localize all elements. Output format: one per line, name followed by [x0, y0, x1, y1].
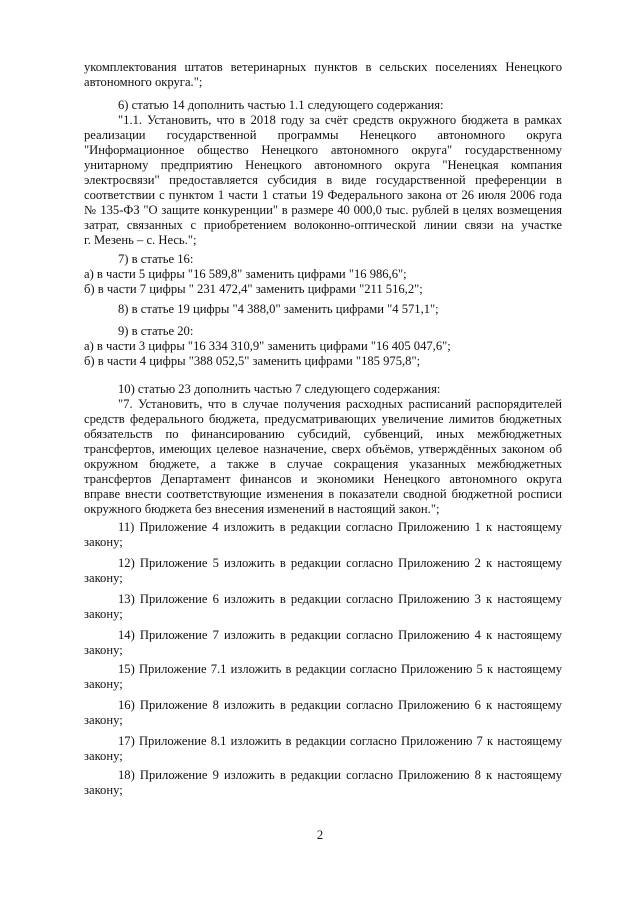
- text-line: закону;: [84, 535, 123, 549]
- text-line: закону;: [84, 749, 123, 763]
- text-line: закону;: [84, 783, 123, 797]
- text-line: укомплектования штатов ветеринарных пунктов в сельских поселениях Ненецкого: [84, 60, 562, 74]
- text-line: электросвязи" предоставляется субсидия в виде государственной преференции в: [84, 173, 562, 187]
- text-line: 16) Приложение 8 изложить в редакции согласно Приложению 6 к настоящему: [118, 698, 562, 712]
- text-line: вправе внести соответствующие изменения в показатели сводной бюджетной росписи: [84, 487, 562, 501]
- item-7: [84, 252, 562, 297]
- text-line: 12) Приложение 5 изложить в редакции согласно Приложению 2 к настоящему: [118, 556, 562, 570]
- appendix-item-14: [84, 628, 562, 658]
- text-line: 11) Приложение 4 изложить в редакции согласно Приложению 1 к настоящему: [118, 520, 562, 534]
- item-10-intro: 10) статью 23 дополнить частью 7 следующего содержания:: [118, 382, 441, 396]
- text-line: средств федерального бюджета, предусматривающих увеличение лимитов бюджетных: [84, 412, 562, 426]
- item-8: [84, 302, 562, 317]
- text-line: реализации государственной программы Ненецкого автономного округа: [84, 128, 562, 142]
- appendix-item-12: [84, 556, 562, 586]
- text-line: унитарному предприятию Ненецкого автономного округа "Ненецкая компания: [84, 158, 562, 172]
- item-7-a: а) в части 5 цифры "16 589,8" заменить цифрами "16 986,6";: [84, 267, 407, 281]
- text-line: 15) Приложение 7.1 изложить в редакции согласно Приложению 5 к настоящему: [118, 662, 562, 676]
- appendix-item-15: [84, 662, 562, 692]
- text-line: закону;: [84, 643, 123, 657]
- item-9: [84, 324, 562, 369]
- item-10: [84, 382, 562, 517]
- text-line: закону;: [84, 677, 123, 691]
- text-line: 18) Приложение 9 изложить в редакции согласно Приложению 8 к настоящему: [118, 768, 562, 782]
- text-line: закону;: [84, 571, 123, 585]
- text-line: окружного бюджета без внесения изменений в настоящий закон.";: [84, 502, 440, 516]
- appendix-item-11: [84, 520, 562, 550]
- text-line: закону;: [84, 713, 123, 727]
- item-8-text: 8) в статье 19 цифры "4 388,0" заменить цифрами "4 571,1";: [118, 302, 439, 316]
- appendix-item-17: [84, 734, 562, 764]
- text-line: 13) Приложение 6 изложить в редакции согласно Приложению 3 к настоящему: [118, 592, 562, 606]
- text-line: затрат, связанных с приобретением волоконно-оптической линии связи на участке: [84, 218, 562, 232]
- item-9-a: а) в части 3 цифры "16 334 310,9" заменить цифрами "16 405 047,6";: [84, 339, 451, 353]
- text-line: автономного округа.";: [84, 75, 203, 89]
- top-paragraph: [84, 60, 562, 90]
- text-line: окружном бюджете, а также в случае сокращения указанных межбюджетных: [84, 457, 562, 471]
- item-6: [84, 98, 562, 248]
- text-line: № 135-ФЗ "О защите конкуренции" в размере 40 000,0 тыс. рублей в целях возмещения: [84, 203, 562, 217]
- text-line: "Информационное общество Ненецкого автономного округа" государственному: [84, 143, 562, 157]
- text-line: соответствии с пунктом 1 части 1 статьи 19 Федерального закона от 26 июля 2006 года: [84, 188, 562, 202]
- item-6-intro: 6) статью 14 дополнить частью 1.1 следующего содержания:: [118, 98, 444, 112]
- appendix-item-18: [84, 768, 562, 798]
- page-number: 2: [316, 828, 324, 842]
- text-line: 17) Приложение 8.1 изложить в редакции согласно Приложению 7 к настоящему: [118, 734, 562, 748]
- item-9-intro: 9) в статье 20:: [118, 324, 194, 338]
- item-7-b: б) в части 7 цифры " 231 472,4" заменить цифрами "211 516,2";: [84, 282, 423, 296]
- appendix-item-13: [84, 592, 562, 622]
- item-9-b: б) в части 4 цифры "388 052,5" заменить цифрами "185 975,8";: [84, 354, 421, 368]
- appendix-item-16: [84, 698, 562, 728]
- text-line: г. Мезень – с. Несь.";: [84, 233, 197, 247]
- text-line: "1.1. Установить, что в 2018 году за счёт средств окружного бюджета в рамках: [118, 113, 562, 127]
- text-line: закону;: [84, 607, 123, 621]
- item-7-intro: 7) в статье 16:: [118, 252, 194, 266]
- text-line: обязательств по финансированию субсидий, субвенций, иных межбюджетных: [84, 427, 562, 441]
- text-line: "7. Установить, что в случае получения расходных расписаний распорядителей: [118, 397, 562, 411]
- text-line: трансфертов Департамент финансов и экономики Ненецкого автономного округа: [84, 472, 562, 486]
- text-line: трансфертов, имеющих целевое назначение, сверх объёмов, утверждённых законом об: [84, 442, 562, 456]
- text-line: 14) Приложение 7 изложить в редакции согласно Приложению 4 к настоящему: [118, 628, 562, 642]
